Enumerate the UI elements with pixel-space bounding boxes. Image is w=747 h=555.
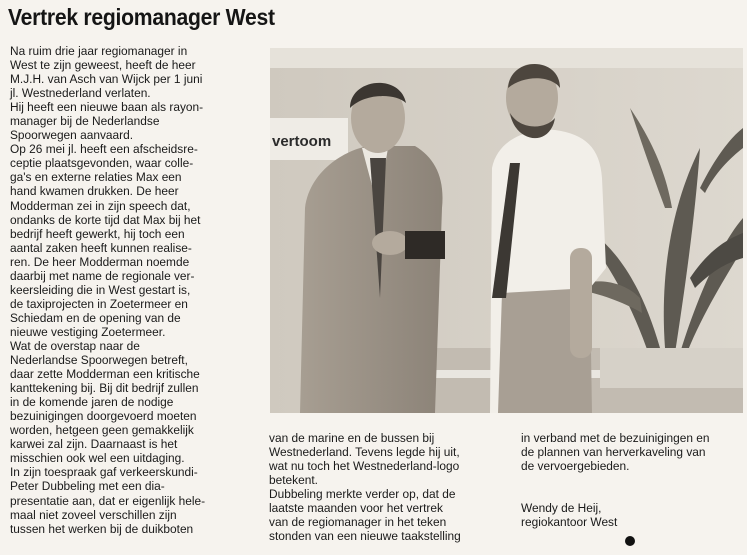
text-line: West te zijn geweest, heeft de heer: [10, 58, 196, 73]
text-line: bezuinigingen doorgevoerd moeten: [10, 409, 197, 424]
text-line: manager bij de Nederlandse: [10, 114, 160, 129]
text-line: de plannen van herverkaveling van: [521, 445, 706, 460]
photo-sign-text: vertoom: [272, 133, 332, 150]
text-line: de vervoergebieden.: [521, 459, 630, 474]
text-line: presentatie aan, dat er eigenlijk hele-: [10, 493, 206, 508]
article-column-2: [269, 431, 461, 543]
text-line: Westnederland. Tevens legde hij uit,: [269, 445, 460, 460]
text-line: de taxiprojecten in Zoetermeer en: [10, 296, 188, 311]
text-line: Nederlandse Spoorwegen betreft,: [10, 353, 188, 368]
article-headline: Vertrek regiomanager West: [8, 4, 275, 30]
text-line: ren. De heer Modderman noemde: [10, 254, 190, 269]
text-line: bedrijf heeft gewerkt, hij toch een: [10, 226, 185, 241]
text-line: In zijn toespraak gaf verkeerskundi-: [10, 465, 198, 480]
author-name: Wendy de Heij,: [521, 501, 602, 516]
text-line: wat nu toch het Westnederland-logo: [269, 459, 460, 474]
text-line: Spoorwegen aanvaard.: [10, 128, 134, 143]
text-line: Dubbeling merkte verder op, dat de: [269, 487, 456, 502]
photo-gift: [405, 231, 445, 259]
text-line: aantal zaken heeft kunnen realise-: [10, 240, 192, 255]
text-line: daarbij met name de regionale ver-: [10, 268, 195, 283]
text-line: misschien ook wel een uitdaging.: [10, 451, 185, 466]
text-line: tussen het werken bij de duikboten: [10, 521, 194, 536]
text-line: jl. Westnederland verlaten.: [10, 86, 151, 101]
spacer: [521, 487, 709, 501]
text-line: ceptie plaatsgevonden, waar colle-: [10, 156, 194, 171]
text-line: Peter Dubbeling met een dia-: [10, 479, 165, 494]
text-line: maal niet zoveel verschillen zijn: [10, 507, 177, 522]
text-line: hand kwamen drukken. De heer: [10, 184, 179, 199]
text-line: karwei zal zijn. Daarnaast is het: [10, 437, 178, 452]
text-line: M.J.H. van Asch van Wijck per 1 juni: [10, 72, 203, 87]
article-column-3: [521, 431, 709, 529]
text-line: Hij heeft een nieuwe baan als rayon-: [10, 100, 204, 115]
text-line: betekent.: [269, 473, 318, 488]
text-line: Na ruim drie jaar regiomanager in: [10, 44, 188, 58]
text-line: keersleiding die in West gestart is,: [10, 282, 191, 297]
text-line: kanttekening bij. Bij dit bedrijf zullen: [10, 381, 199, 396]
text-line: worden, hetgeen geen gemakkelijk: [10, 423, 194, 438]
article-column-1: [10, 44, 205, 536]
author-office: regiokantoor West: [521, 515, 618, 530]
text-line: Wat de overstap naar de: [10, 338, 140, 353]
text-line: Op 26 mei jl. heeft een afscheidsre-: [10, 142, 198, 157]
text-line: Schiedam en de opening van de: [10, 310, 181, 325]
text-line: van de regiomanager in het teken: [269, 515, 447, 530]
article-photo: [270, 48, 743, 413]
text-line: ga's en externe relaties Max een: [10, 170, 182, 185]
end-bullet: [625, 536, 635, 546]
text-line: laatste maanden voor het vertrek: [269, 501, 443, 516]
text-line: daar zette Modderman een kritische: [10, 367, 200, 382]
text-line: Modderman zei in zijn speech dat,: [10, 198, 191, 213]
text-line: in verband met de bezuinigingen en: [521, 431, 710, 445]
spacer: [521, 473, 709, 487]
text-line: in de komende jaren de nodige: [10, 395, 174, 410]
text-line: ondanks de korte tijd dat Max bij het: [10, 212, 201, 227]
text-line: stonden van een nieuwe taakstelling: [269, 529, 461, 544]
text-line: van de marine en de bussen bij: [269, 431, 435, 445]
text-line: nieuwe vestiging Zoetermeer.: [10, 324, 166, 339]
